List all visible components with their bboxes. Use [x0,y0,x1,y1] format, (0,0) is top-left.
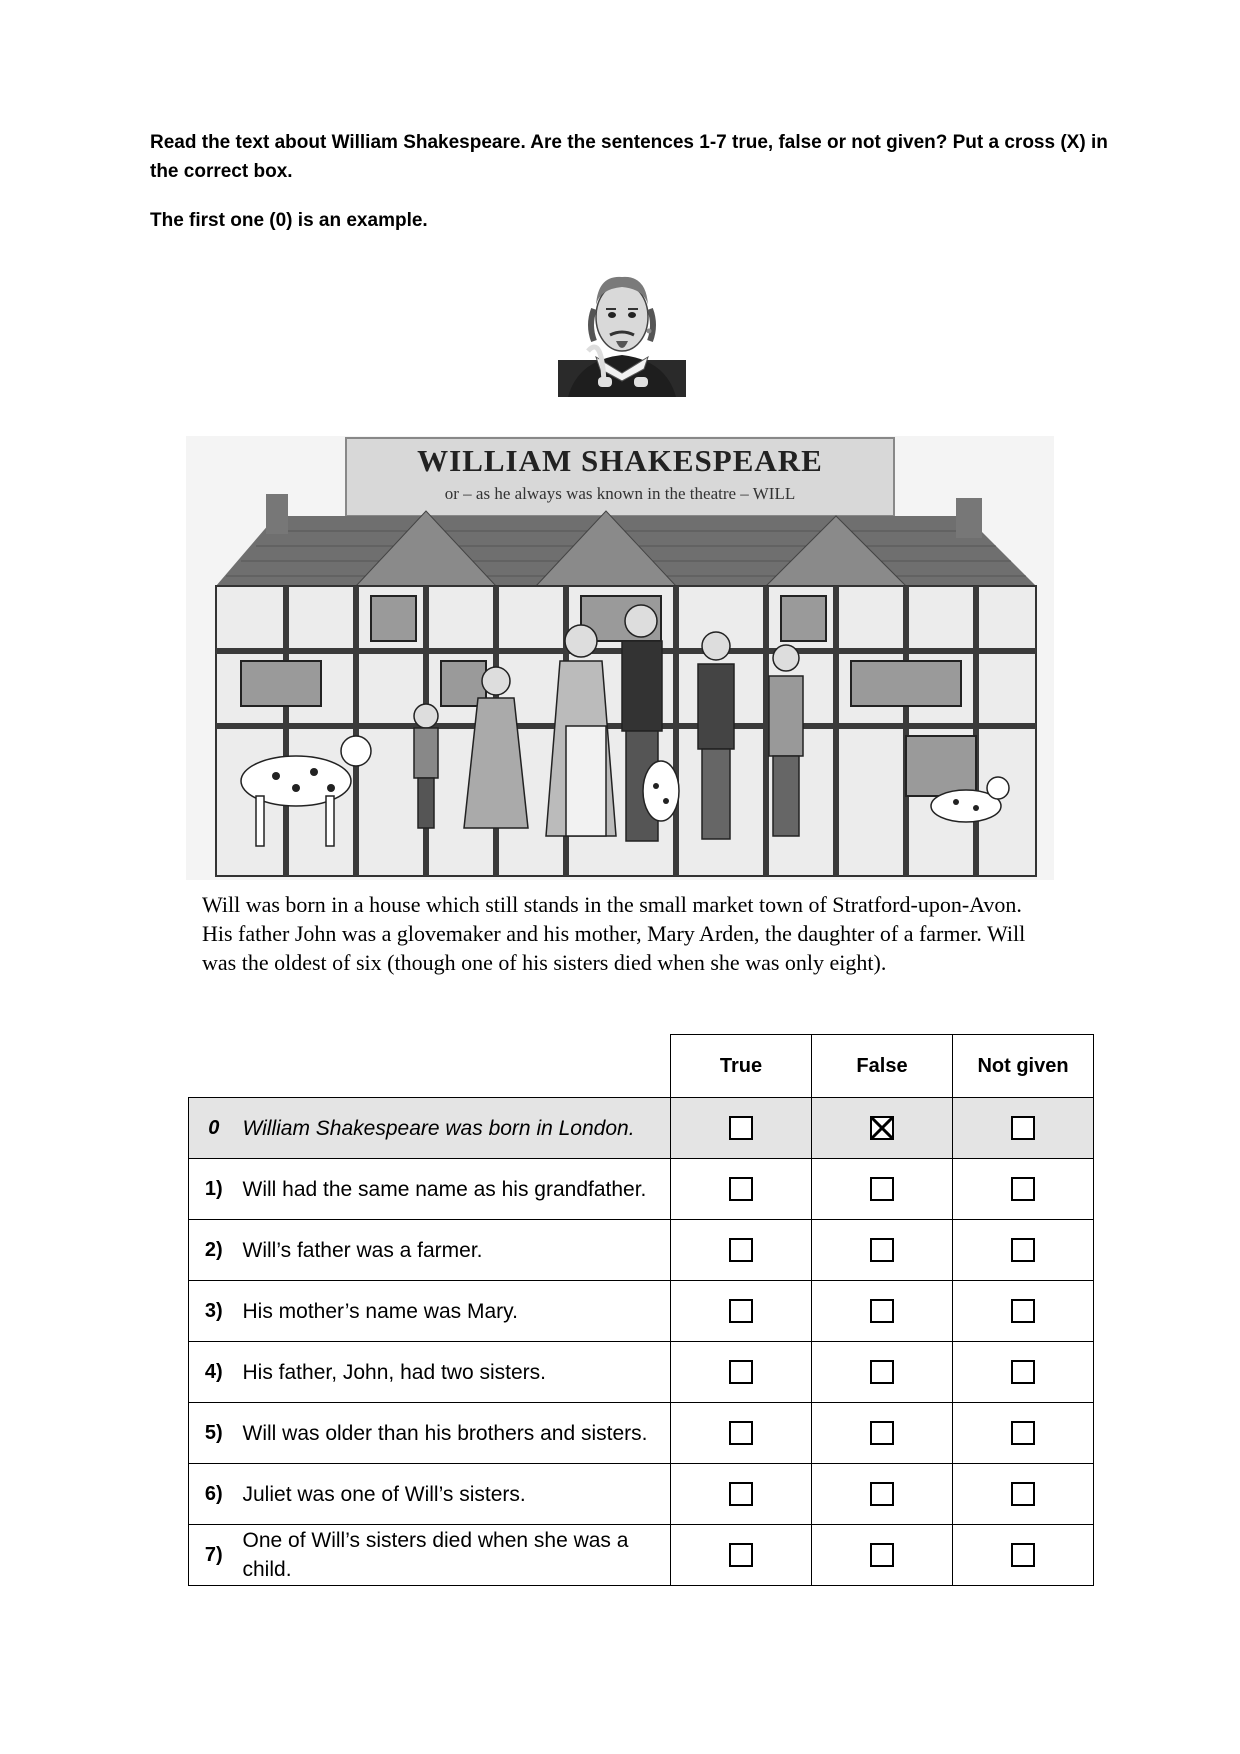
answer-cell-not-given [953,1098,1094,1159]
question-row [189,1159,1094,1220]
answer-cell-not-given [953,1159,1094,1220]
checkbox-true[interactable] [729,1421,753,1445]
checkbox-false[interactable] [870,1238,894,1262]
checkbox-false[interactable] [870,1482,894,1506]
answer-cell-not-given [953,1464,1094,1525]
answer-cell-false [812,1159,953,1220]
instructions [150,128,1110,235]
illustration-subtitle: or – as he always was known in the theatre – WILL [444,484,796,503]
checkbox-false[interactable] [870,1421,894,1445]
answer-cell-true [671,1281,812,1342]
question-sentence: Will had the same name as his grandfather. [239,1159,671,1220]
header-true: True [671,1035,812,1098]
question-number: 4) [189,1342,239,1403]
answer-cell-true [671,1220,812,1281]
answer-table [188,1034,1094,1586]
reading-passage: Will was born in a house which still stands in the small market town of Stratford-upon-Avon. His father John was a glovemaker and his mother, Mary Arden, the daughter of a farmer. Will was the oldest of six (though one of his sisters died when she was only eight). [202,892,1026,975]
checkbox-true[interactable] [729,1238,753,1262]
checkbox-not-given[interactable] [1011,1482,1035,1506]
checkbox-false[interactable] [870,1299,894,1323]
question-row [189,1342,1094,1403]
answer-cell-false [812,1220,953,1281]
checkbox-true[interactable] [729,1543,753,1567]
checkbox-false[interactable] [870,1543,894,1567]
checkbox-true[interactable] [729,1482,753,1506]
question-number: 7) [189,1525,239,1586]
answer-cell-true [671,1525,812,1586]
answer-cell-not-given [953,1220,1094,1281]
header-false: False [812,1035,953,1098]
question-number: 0 [189,1098,239,1159]
shakespeare-portrait-image [558,265,686,397]
checkbox-true[interactable] [729,1360,753,1384]
checkbox-false[interactable] [870,1116,894,1140]
example-note: The first one (0) is an example. [150,210,428,231]
checkbox-true[interactable] [729,1177,753,1201]
question-row [189,1281,1094,1342]
checkbox-not-given[interactable] [1011,1421,1035,1445]
question-number: 5) [189,1403,239,1464]
question-sentence: Will’s father was a farmer. [239,1220,671,1281]
question-sentence: His mother’s name was Mary. [239,1281,671,1342]
example-row [189,1098,1094,1159]
checkbox-true[interactable] [729,1299,753,1323]
answer-cell-true [671,1159,812,1220]
question-number: 6) [189,1464,239,1525]
checkbox-not-given[interactable] [1011,1360,1035,1384]
question-sentence: One of Will’s sisters died when she was a child. [239,1525,671,1586]
question-sentence: His father, John, had two sisters. [239,1342,671,1403]
question-row [189,1403,1094,1464]
answer-cell-not-given [953,1403,1094,1464]
answer-cell-true [671,1403,812,1464]
answer-cell-false [812,1098,953,1159]
answer-cell-false [812,1342,953,1403]
answer-cell-false [812,1464,953,1525]
question-row [189,1525,1094,1586]
question-number: 2) [189,1220,239,1281]
question-sentence: Juliet was one of Will’s sisters. [239,1464,671,1525]
answer-cell-true [671,1342,812,1403]
table-header-row [189,1035,1094,1098]
answer-cell-false [812,1525,953,1586]
instructions-text: Read the text about William Shakespeare. Are the sentences 1-7 true, false or not given? Put a cross (X) in the correct box. [150,132,1108,182]
checkbox-false[interactable] [870,1360,894,1384]
illustration-title: WILLIAM SHAKESPEARE [417,443,823,478]
question-row [189,1220,1094,1281]
answer-cell-false [812,1281,953,1342]
answer-cell-not-given [953,1281,1094,1342]
cross-mark-icon [870,1116,894,1140]
answer-cell-true [671,1098,812,1159]
question-row [189,1464,1094,1525]
question-number: 1) [189,1159,239,1220]
checkbox-not-given[interactable] [1011,1177,1035,1201]
checkbox-not-given[interactable] [1011,1543,1035,1567]
answer-cell-true [671,1464,812,1525]
question-number: 3) [189,1281,239,1342]
checkbox-true[interactable] [729,1116,753,1140]
answer-cell-not-given [953,1525,1094,1586]
question-sentence: William Shakespeare was born in London. [239,1098,671,1159]
checkbox-not-given[interactable] [1011,1299,1035,1323]
table-body [189,1098,1094,1586]
answer-cell-false [812,1403,953,1464]
question-sentence: Will was older than his brothers and sisters. [239,1403,671,1464]
checkbox-not-given[interactable] [1011,1238,1035,1262]
header-not-given: Not given [953,1035,1094,1098]
checkbox-not-given[interactable] [1011,1116,1035,1140]
checkbox-false[interactable] [870,1177,894,1201]
answer-cell-not-given [953,1342,1094,1403]
